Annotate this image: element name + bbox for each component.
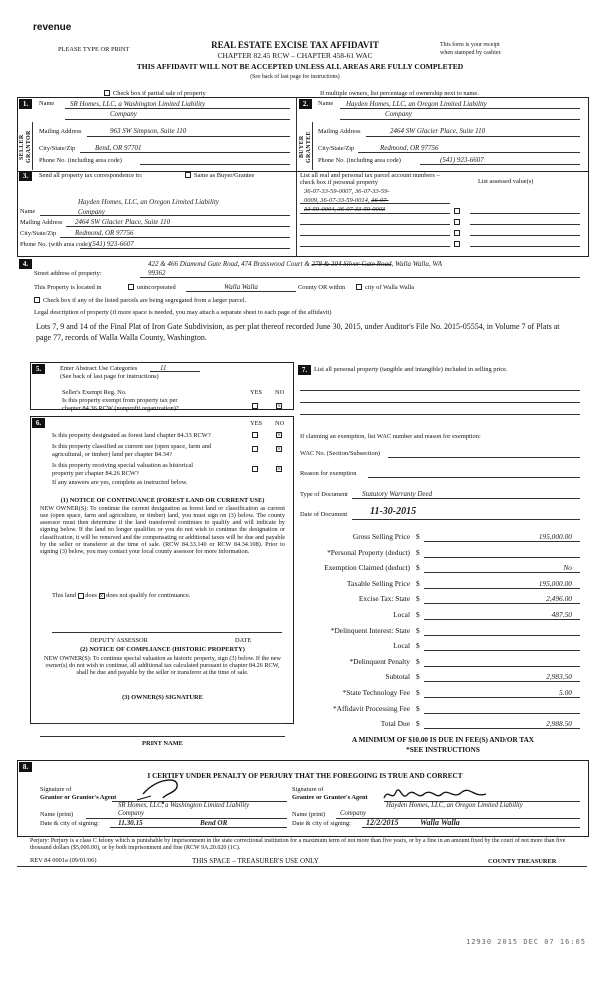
fee-label: *Delinquent Interest: State xyxy=(330,626,410,635)
fee-label: Taxable Selling Price xyxy=(346,579,410,588)
property-zip[interactable]: 99362 xyxy=(148,269,166,277)
fee-value[interactable]: 2,983.50 xyxy=(546,672,572,681)
deputy-assessor-label: DEPUTY ASSESSOR xyxy=(90,637,148,644)
wac-claim-label: If claiming an exemption, list WAC number and reason for exemption: xyxy=(300,433,481,440)
see-back: (See back of last page for instructions) xyxy=(250,74,340,80)
grantee-city[interactable]: Walla Walla xyxy=(420,818,460,827)
reason-label: Reason for exemption xyxy=(300,470,357,477)
tax-phone-value[interactable]: (541) 923-6607 xyxy=(90,240,134,248)
seller-city-label: City/State/Zip xyxy=(39,145,76,152)
yes-header-5: YES xyxy=(250,389,263,396)
receipt-note-2: when stamped by cashier. xyxy=(440,50,502,56)
section-2-number: 2. xyxy=(299,99,312,109)
forest-question: Is this property designated as forest land chapter 84.33 RCW? xyxy=(52,432,211,439)
land-qualify xyxy=(52,592,190,599)
section-8-number: 8. xyxy=(19,762,32,772)
county-value[interactable]: Walla Walla xyxy=(224,283,258,291)
exempt-q2: chapter 84.36 RCW (nonprofit organization)? xyxy=(62,405,179,412)
buyer-city-label: City/State/Zip xyxy=(318,145,355,152)
unincorporated-label: unincorporated xyxy=(137,284,176,291)
unincorporated-checkbox[interactable] xyxy=(128,284,134,290)
grantor-date[interactable]: 11.30.15 xyxy=(118,819,143,827)
seller-name-line2[interactable]: Company xyxy=(110,110,137,118)
fee-label: Total Due xyxy=(380,719,410,728)
notice-continuance-body: NEW OWNER(S): To continue the current designation as forest land or classification as current use (open space, farm and agriculture, or timber) land, you must sign on (3) below. The county assessor must then determine if the land transferred continues to qualify and will indicate by signing below. If the land no longer qualifies or you do not wish to continue the designation or classification, it will be removed and the compensating or additional taxes will be due and payable by the seller or transferor at the time of sale. (RCW 84.33.140 or RCW 84.34.108). Prior to signing (3) below, you may contact your local county assessor for more information. xyxy=(40,505,285,555)
treasurer-use-label: THIS SPACE – TREASURER'S USE ONLY xyxy=(192,857,319,865)
grantor-sig-label-1: Signature of xyxy=(40,786,72,793)
land-does-not-checkbox[interactable]: × xyxy=(99,591,104,600)
grantee-date[interactable]: 12/2/2015 xyxy=(366,818,399,827)
notice-compliance-body: NEW OWNER(S): To continue special valuation as historic property, sign (3) below. If the new owner(s) do not wish to continue, all additional tax calculated pursuant to chapter 84.26 RCW, shall be due and payable by the seller or transferor at the time of sale. xyxy=(43,655,282,677)
doc-date-value[interactable]: 11-30-2015 xyxy=(370,506,417,517)
assessor-date-label: DATE xyxy=(235,637,252,644)
current-use-q-a: Is this property classified as current use (open space, farm and xyxy=(52,443,212,450)
fee-label: *Personal Property (deduct) xyxy=(327,548,410,557)
buyer-name-line2[interactable]: Company xyxy=(385,110,412,118)
section-7-number: 7. xyxy=(298,365,311,375)
grantor-sig-label-2: Grantor or Grantor's Agent xyxy=(40,794,117,801)
grantee-name-print-label: Name (print) xyxy=(292,811,326,818)
doc-type-value[interactable]: Statutory Warranty Deed xyxy=(362,490,433,498)
buyer-grantee-label: BUYER GRANTEE xyxy=(299,131,312,163)
dollar-sign: $ xyxy=(416,594,420,603)
fee-value[interactable]: 487.50 xyxy=(551,610,572,619)
assessed-heading: List assessed value(s) xyxy=(478,178,534,185)
parcel-line-1[interactable]: 36-07-33-59-0007, 36-07-33-59- xyxy=(304,188,390,195)
recording-stamp: 12930 2015 DEC 07 16:05 xyxy=(466,938,586,946)
dollar-sign: $ xyxy=(416,719,420,728)
grantee-sig-label-1: Signature of xyxy=(292,786,324,793)
buyer-phone-label: Phone No. (including area code) xyxy=(318,157,401,164)
city-checkbox[interactable] xyxy=(356,284,362,290)
county-label: County OR within xyxy=(298,284,346,291)
buyer-mailing-value[interactable]: 2464 SW Glacier Place, Suite 110 xyxy=(390,127,486,135)
land-does-checkbox[interactable] xyxy=(78,593,84,599)
abstract-see-back: (See back of last page for instructions) xyxy=(60,373,159,380)
seller-city-value[interactable]: Bend, OR 97701 xyxy=(95,144,142,152)
legal-description-text[interactable]: Lots 7, 9 and 14 of the Final Plat of Iron Gate Subdivision, as per plat thereof recorded June 30, 2015, under Auditor's File No. 2015-05554, in Volume 7 of Plats at page 77, records of Walla Walla County, Washington. xyxy=(36,322,560,342)
exempt-reg-label: Seller's Exempt Reg. No. xyxy=(62,389,127,396)
no-header-5: NO xyxy=(275,389,285,396)
dollar-sign: $ xyxy=(416,672,420,681)
same-as-buyer-checkbox[interactable] xyxy=(185,172,191,178)
fee-label: *State Technology Fee xyxy=(342,688,410,697)
dollar-sign: $ xyxy=(416,657,420,666)
personal-prop-checkbox-3[interactable] xyxy=(454,230,460,236)
form-warning: THIS AFFIDAVIT WILL NOT BE ACCEPTED UNLESS ALL AREAS ARE FULLY COMPLETED xyxy=(136,62,464,71)
dollar-sign: $ xyxy=(416,610,420,619)
grantor-entity[interactable]: SR Homes, LLC, a Washington Limited Liability xyxy=(118,802,250,809)
grantor-company[interactable]: Company xyxy=(118,810,145,817)
seller-name-label: Name xyxy=(39,100,55,107)
dollar-sign: $ xyxy=(416,579,420,588)
dollar-sign: $ xyxy=(416,641,420,650)
abstract-value[interactable]: 11 xyxy=(160,364,167,372)
section-1-number: 1. xyxy=(19,99,32,109)
buyer-name-label: Name xyxy=(318,100,334,107)
address-part-a: 422 & 466 Diamond Gate Road, 474 Brasswood Court & xyxy=(148,260,310,268)
section-4-number: 4. xyxy=(19,259,32,269)
partial-sale-label: Check box if partial sale of property xyxy=(113,90,206,97)
legal-description-label: Legal description of property (if more space is needed, you may attach a separate sheet to each page of the affidavit) xyxy=(34,309,332,316)
parcel-heading: List all real and personal tax parcel account numbers – check box if personal property xyxy=(300,172,440,187)
seller-mailing-value[interactable]: 963 SW Simpson, Suite 110 xyxy=(110,127,187,135)
historic-q-b: property per chapter 84.26 RCW? xyxy=(52,470,139,477)
this-land-label: This land xyxy=(52,592,76,599)
notice-continuance-title: (1) NOTICE OF CONTINUANCE (FOREST LAND OR CURRENT USE) xyxy=(60,497,265,504)
dollar-sign: $ xyxy=(416,532,420,541)
property-address[interactable] xyxy=(148,260,442,268)
seller-grantor-label: SELLER GRANTOR xyxy=(19,130,32,164)
fee-value[interactable]: 5.00 xyxy=(559,688,572,697)
personal-property-label: List all personal property (tangible and intangible) included in selling price. xyxy=(314,366,508,373)
owner-signature-label: (3) OWNER(S) SIGNATURE xyxy=(122,694,203,701)
fee-label: Excise Tax: State xyxy=(358,594,410,603)
historic-yes-checkbox[interactable] xyxy=(252,466,258,472)
minimum-fee-line2: *SEE INSTRUCTIONS xyxy=(406,746,480,754)
tax-city-label: City/State/Zip xyxy=(20,230,57,237)
grantor-name-print-label: Name (print) xyxy=(40,811,74,818)
parcel-line-3[interactable]: 33-59-0004, 36-07-33-59-0003 xyxy=(304,206,386,213)
seller-phone-label: Phone No. (including area code) xyxy=(39,157,122,164)
grantee-sig-label-2: Grantee or Grantee's Agent xyxy=(292,794,368,801)
form-title: REAL ESTATE EXCISE TAX AFFIDAVIT xyxy=(211,40,379,50)
send-tax-label: Send all property tax correspondence to: xyxy=(39,172,143,179)
tax-mailing-label: Mailing Address xyxy=(20,219,63,226)
form-revision: REV 84 0001a (09/01/06) xyxy=(30,857,97,864)
fee-label: *Delinquent Penalty xyxy=(349,657,410,666)
fee-label: Local xyxy=(393,610,410,619)
forest-no-checkbox[interactable]: × xyxy=(277,431,281,439)
current-use-no-checkbox[interactable]: × xyxy=(277,445,281,453)
doc-type-label: Type of Document xyxy=(300,491,348,498)
parcel-line-2b: 36-07- xyxy=(371,197,389,204)
fee-label: *Affidavit Processing Fee xyxy=(332,704,410,713)
county-treasurer-label: COUNTY TREASURER xyxy=(488,858,557,865)
address-part-c: , Walla Walla, WA xyxy=(391,260,442,268)
logo-text: revenue xyxy=(33,22,72,33)
address-part-b: 278 & 304 Silver Gate Road xyxy=(311,260,392,268)
personal-prop-checkbox-2[interactable] xyxy=(454,219,460,225)
section-3-number: 3. xyxy=(19,171,32,181)
buyer-mailing-label: Mailing Address xyxy=(318,128,361,135)
city-of-label: city of Walla Walla xyxy=(365,284,414,291)
grantee-company[interactable]: Company xyxy=(340,810,367,817)
buyer-city-value[interactable]: Redmond, OR 97756 xyxy=(380,144,439,152)
personal-prop-checkbox-1[interactable] xyxy=(454,208,460,214)
exempt-yes-checkbox[interactable] xyxy=(252,403,258,409)
buyer-phone-value[interactable]: (541) 923-6607 xyxy=(440,156,484,164)
print-name-label: PRINT NAME xyxy=(142,740,183,747)
buyer-name-line1[interactable]: Hayden Homes, LLC, an Oregon Limited Liability xyxy=(346,100,487,108)
multiple-owners-note: If multiple owners, list percentage of ownership next to name. xyxy=(320,90,479,97)
street-address-label: Street address of property: xyxy=(34,270,102,277)
personal-prop-checkbox-4[interactable] xyxy=(454,241,460,247)
wac-no-label: WAC No. (Section/Subsection) xyxy=(300,450,381,457)
fee-value[interactable]: No xyxy=(563,563,572,572)
seller-name-line1[interactable]: SR Homes, LLC, a Washington Limited Liability xyxy=(70,100,206,108)
doc-date-label: Date of Document xyxy=(300,511,348,518)
grantee-date-city-label: Date & city of signing: xyxy=(292,820,351,827)
tax-name-line1[interactable]: Hayden Homes, LLC, an Oregon Limited Liability xyxy=(78,198,219,206)
tax-city-value[interactable]: Redmond, OR 97756 xyxy=(75,229,134,237)
dollar-sign: $ xyxy=(416,704,420,713)
grantor-date-city-label: Date & city of signing: xyxy=(40,820,99,827)
fee-value[interactable]: 195,000.00 xyxy=(538,532,572,541)
no-header-6: NO xyxy=(275,420,285,427)
grantor-city[interactable]: Bend OR xyxy=(200,819,228,827)
segregated-label: Check box if any of the listed parcels are being segregated from a larger parcel. xyxy=(43,297,247,304)
minimum-fee-line1: A MINIMUM OF $10.00 IS DUE IN FEE(S) AND/OR TAX xyxy=(352,736,534,744)
tax-phone-label: Phone No. (with area code) xyxy=(20,241,91,248)
dollar-sign: $ xyxy=(416,688,420,697)
tax-name-line2[interactable]: Company xyxy=(78,208,105,216)
if-yes-note: If any answers are yes, complete as instructed below. xyxy=(52,479,188,486)
segregated-checkbox[interactable] xyxy=(34,297,40,303)
fee-value[interactable]: 195,000.00 xyxy=(538,579,572,588)
exempt-no-checkbox[interactable]: × xyxy=(277,402,281,410)
seller-mailing-label: Mailing Address xyxy=(39,128,82,135)
fee-value[interactable]: 2,988.50 xyxy=(546,719,572,728)
historic-q-a: Is this property receiving special valuation as historical xyxy=(52,462,194,469)
parcel-line-2a: 0009, 36-07-33-59-0014, xyxy=(304,197,370,204)
grantee-entity[interactable]: Hayden Homes, LLC, an Oregon Limited Liability xyxy=(386,802,523,809)
current-use-q-b: agricultural, or timber) land per chapter 84.34? xyxy=(52,451,172,458)
abstract-label: Enter Abstract Use Categories xyxy=(60,365,138,372)
please-type: PLEASE TYPE OR PRINT xyxy=(58,46,130,53)
land-does-label: does xyxy=(85,592,97,599)
tax-mailing-value[interactable]: 2464 SW Glacier Place, Suite 110 xyxy=(75,218,171,226)
fee-label: Exemption Claimed (deduct) xyxy=(324,563,410,572)
dollar-sign: $ xyxy=(416,548,420,557)
located-label: This Property is located in xyxy=(34,284,102,291)
exempt-q1: Is this property exempt from property tax per xyxy=(62,397,178,404)
fee-label: Gross Selling Price xyxy=(352,532,410,541)
form-chapter: CHAPTER 82.45 RCW – CHAPTER 458-61 WAC xyxy=(217,51,373,60)
notice-compliance-title: (2) NOTICE OF COMPLIANCE (HISTORIC PROPERTY) xyxy=(80,646,245,653)
historic-no-checkbox[interactable]: × xyxy=(277,465,281,473)
logo xyxy=(33,22,71,34)
current-use-yes-checkbox[interactable] xyxy=(252,446,258,452)
partial-sale-checkbox[interactable] xyxy=(104,90,110,96)
same-as-buyer-label: Same as Buyer/Grantee xyxy=(194,172,255,179)
dollar-sign: $ xyxy=(416,563,420,572)
fee-label: Subtotal xyxy=(385,672,410,681)
receipt-note-1: This form is your receipt xyxy=(440,42,500,48)
certify-statement: I CERTIFY UNDER PENALTY OF PERJURY THAT THE FOREGOING IS TRUE AND CORRECT xyxy=(147,772,463,780)
forest-yes-checkbox[interactable] xyxy=(252,432,258,438)
dollar-sign: $ xyxy=(416,626,420,635)
section-6-number: 6. xyxy=(32,418,45,428)
tax-name-label: Name xyxy=(20,208,36,215)
section-5-number: 5. xyxy=(32,364,45,374)
perjury-notice: Perjury: Perjury is a class C felony which is punishable by imprisonment in the state correctional institution for a maximum term of not more than five years, or by a fine in an amount fixed by the court of not more than five thousand dollars ($5,000.00), or by both imprisonment and fine (RCW 9A.20.020 (1C). xyxy=(30,838,566,851)
fee-value[interactable]: 2,496.00 xyxy=(546,594,572,603)
fee-label: Local xyxy=(393,641,410,650)
land-does-not-label: does not qualify for continuance. xyxy=(106,592,191,599)
yes-header-6: YES xyxy=(250,420,263,427)
